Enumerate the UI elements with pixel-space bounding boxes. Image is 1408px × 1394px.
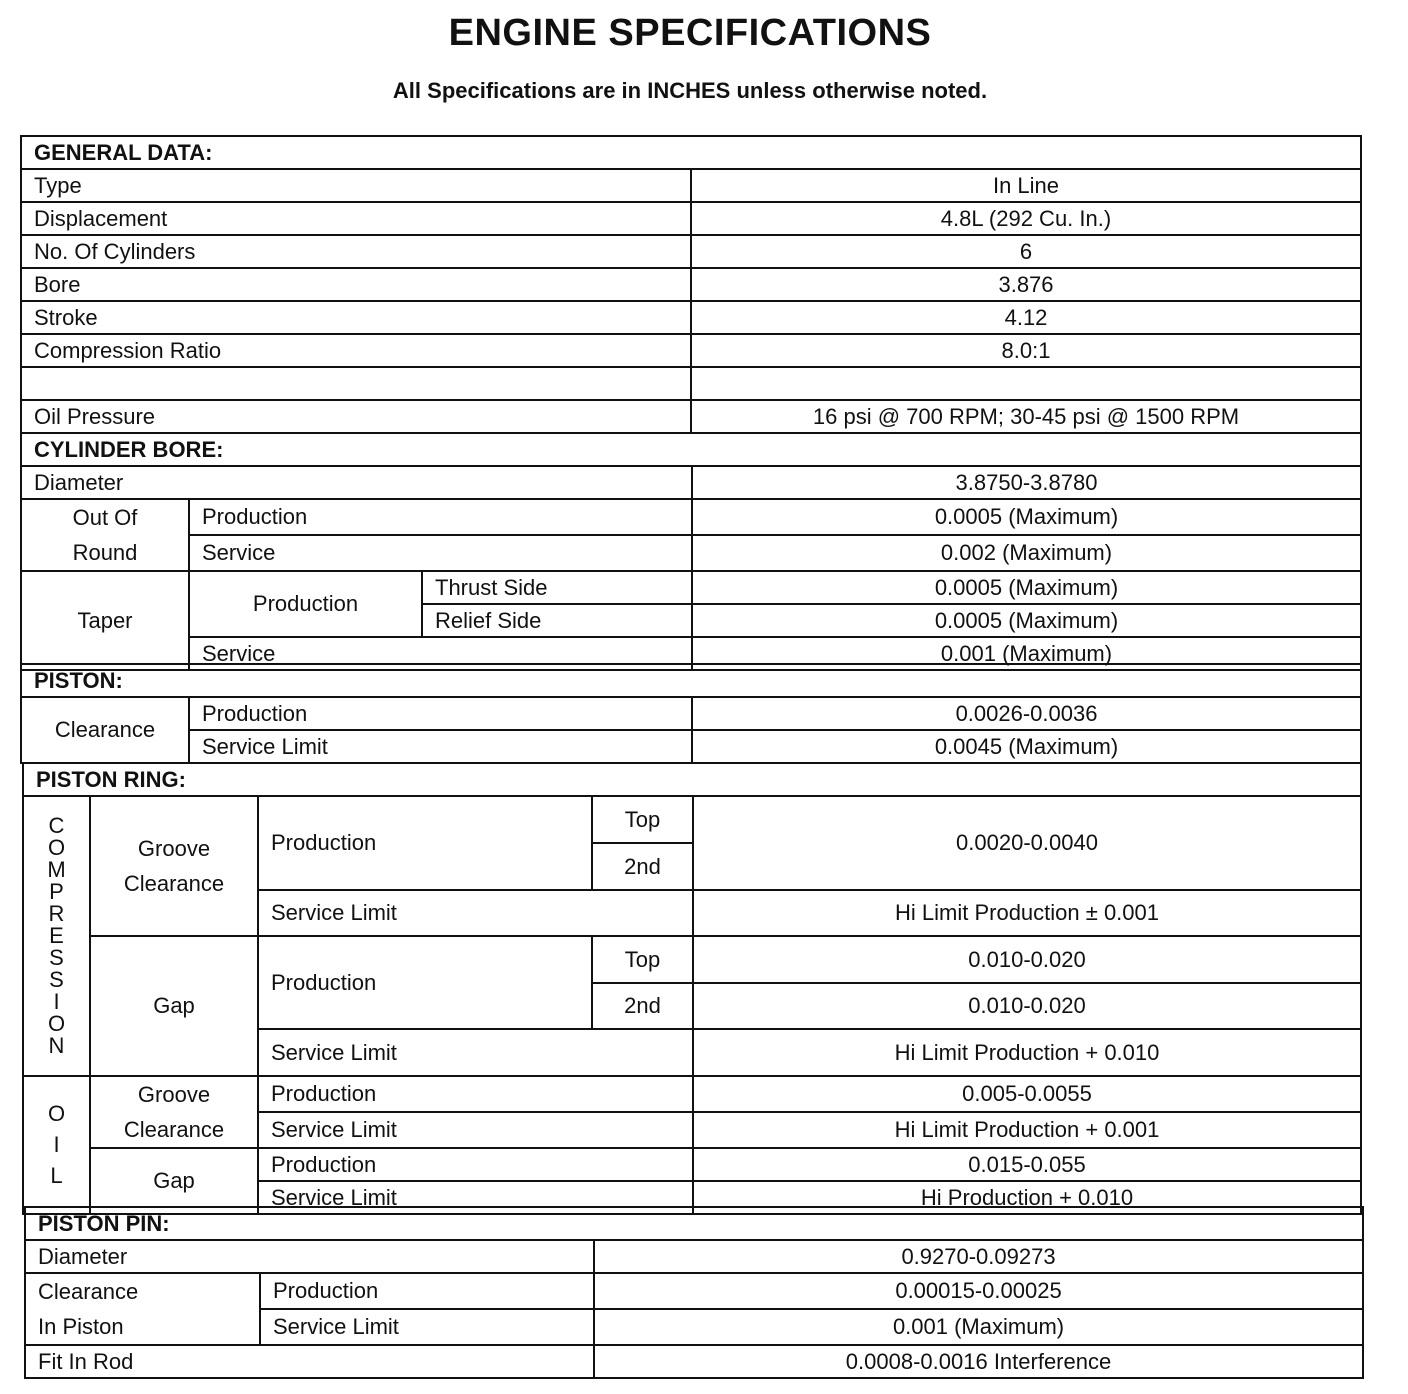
ring-position-label: 2nd (592, 843, 693, 890)
spec-label: Type (21, 169, 691, 202)
spec-value: 0.005-0.0055 (693, 1076, 1361, 1112)
groove-clearance-label (90, 796, 258, 936)
clearance-label: Clearance (21, 697, 189, 763)
table-row (21, 169, 1361, 202)
spec-value: 0.015-0.055 (693, 1148, 1361, 1181)
spec-value: 3.8750-3.8780 (692, 466, 1361, 499)
oil-groove-clearance-label (90, 1076, 258, 1148)
compression-vertical-label (23, 796, 90, 1076)
spec-label: Service Limit (260, 1309, 594, 1345)
table-row (23, 1148, 1361, 1181)
table-row (21, 730, 1361, 763)
spec-label: Service Limit (258, 1029, 693, 1076)
section-header-piston: PISTON: (21, 664, 1361, 697)
spec-value: 0.001 (Maximum) (692, 637, 1361, 670)
out-of-round-label (21, 499, 189, 571)
spec-value: 0.002 (Maximum) (692, 535, 1361, 571)
piston-table (20, 663, 1362, 764)
spec-label: Service Limit (189, 730, 692, 763)
compression-letter: S (49, 945, 64, 970)
table-row (23, 1076, 1361, 1112)
cylinder-bore-table (20, 432, 1362, 671)
page-title: ENGINE SPECIFICATIONS (448, 12, 932, 54)
table-row (21, 535, 1361, 571)
table-row (21, 202, 1361, 235)
section-header-piston-pin: PISTON PIN: (25, 1207, 1363, 1240)
spec-value: 3.876 (691, 268, 1361, 301)
table-row (25, 1273, 1363, 1309)
spec-value: 0.010-0.020 (693, 983, 1361, 1029)
table-row (21, 400, 1361, 433)
spec-label: Service Limit (258, 1181, 693, 1214)
spec-label: No. Of Cylinders (21, 235, 691, 268)
compression-letter: O (47, 1011, 66, 1036)
spec-value: 0.0020-0.0040 (693, 796, 1361, 890)
spec-label: Displacement (21, 202, 691, 235)
compression-letter: P (49, 879, 64, 904)
table-row-empty (21, 367, 1361, 400)
spec-label: Stroke (21, 301, 691, 334)
compression-letter: E (49, 923, 64, 948)
spec-value: 0.010-0.020 (693, 936, 1361, 983)
compression-letter: M (47, 857, 66, 882)
groove-clearance-line1: Groove (137, 835, 211, 861)
spec-value: Hi Limit Production ± 0.001 (693, 890, 1361, 936)
out-of-round-line1: Out Of (72, 505, 138, 530)
oil-gap-label: Gap (90, 1148, 258, 1214)
spec-value: 0.00015-0.00025 (594, 1273, 1363, 1309)
table-row (21, 697, 1361, 730)
ring-position-label: 2nd (592, 983, 693, 1029)
spec-value: In Line (691, 169, 1361, 202)
spec-value: 8.0:1 (691, 334, 1361, 367)
spec-label: Bore (21, 268, 691, 301)
spec-label: Production (260, 1273, 594, 1309)
table-row (25, 1345, 1363, 1378)
spec-value: 0.0005 (Maximum) (692, 499, 1361, 535)
section-header-piston-ring: PISTON RING: (23, 763, 1361, 796)
oil-letter: O (47, 1100, 66, 1126)
taper-label: Taper (21, 571, 189, 670)
spec-label: Production (189, 697, 692, 730)
groove-clearance-line2: Clearance (123, 871, 225, 896)
spec-value: 0.9270-0.09273 (594, 1240, 1363, 1273)
general-data-table (20, 135, 1362, 434)
spec-value: Hi Limit Production + 0.010 (693, 1029, 1361, 1076)
spec-label: Oil Pressure (21, 400, 691, 433)
spec-value: 0.0026-0.0036 (692, 697, 1361, 730)
spec-label: Thrust Side (422, 571, 692, 604)
oil-letter: L (50, 1162, 63, 1188)
spec-label: Production (189, 499, 692, 535)
table-row (23, 936, 1361, 983)
compression-letter: N (48, 1033, 65, 1058)
section-header-cylinder-bore: CYLINDER BORE: (21, 433, 1361, 466)
spec-value: Hi Limit Production + 0.001 (693, 1112, 1361, 1148)
gap-label: Gap (90, 936, 258, 1076)
spec-label: Production (258, 936, 592, 1029)
spec-label: Service Limit (258, 890, 693, 936)
spec-value: 0.0005 (Maximum) (692, 604, 1361, 637)
table-row (21, 301, 1361, 334)
spec-value: 4.12 (691, 301, 1361, 334)
clearance-in-piston-label (25, 1273, 260, 1345)
spec-value (691, 367, 1361, 400)
table-row (25, 1240, 1363, 1273)
spec-label (21, 367, 691, 400)
spec-label: Production (258, 1076, 693, 1112)
spec-value: 16 psi @ 700 RPM; 30-45 psi @ 1500 RPM (691, 400, 1361, 433)
spec-value: 0.001 (Maximum) (594, 1309, 1363, 1345)
compression-letter: R (48, 901, 65, 926)
ring-position-label: Top (592, 936, 693, 983)
page-subtitle: All Specifications are in INCHES unless otherwise noted. (392, 78, 988, 103)
spec-value: 6 (691, 235, 1361, 268)
spec-value: 0.0045 (Maximum) (692, 730, 1361, 763)
spec-label: Diameter (21, 466, 692, 499)
spec-label: Production (258, 796, 592, 890)
oil-letter: I (53, 1131, 60, 1157)
spec-value: Hi Production + 0.010 (693, 1181, 1361, 1214)
spec-value: 0.0005 (Maximum) (692, 571, 1361, 604)
spec-label: Fit In Rod (25, 1345, 594, 1378)
table-row (21, 571, 1361, 604)
spec-label: Compression Ratio (21, 334, 691, 367)
spec-value: 4.8L (292 Cu. In.) (691, 202, 1361, 235)
out-of-round-line2: Round (72, 540, 138, 566)
compression-letter: S (49, 967, 64, 992)
spec-label: Service (189, 637, 692, 670)
compression-letter: I (53, 989, 60, 1014)
piston-ring-table (22, 762, 1362, 1215)
clearance-in-piston-line2: In Piston (38, 1314, 124, 1340)
table-row (23, 796, 1361, 843)
table-row (21, 499, 1361, 535)
compression-letter: O (47, 835, 66, 860)
spec-label: Production (258, 1148, 693, 1181)
ring-position-label: Top (592, 796, 693, 843)
spec-label: Relief Side (422, 604, 692, 637)
table-row (21, 334, 1361, 367)
spec-label: Service (189, 535, 692, 571)
spec-label: Diameter (25, 1240, 594, 1273)
section-header-general: GENERAL DATA: (21, 136, 1361, 169)
spec-label: Service Limit (258, 1112, 693, 1148)
oil-vertical-label (23, 1076, 90, 1214)
piston-pin-table (24, 1206, 1364, 1379)
table-row (21, 268, 1361, 301)
oil-groove-line1: Groove (137, 1082, 211, 1107)
oil-groove-line2: Clearance (123, 1117, 225, 1143)
taper-production-label: Production (189, 571, 422, 637)
table-row (21, 466, 1361, 499)
table-row (21, 235, 1361, 268)
compression-letter: C (48, 813, 65, 838)
spec-value: 0.0008-0.0016 Interference (594, 1345, 1363, 1378)
clearance-in-piston-line1: Clearance (38, 1279, 139, 1304)
